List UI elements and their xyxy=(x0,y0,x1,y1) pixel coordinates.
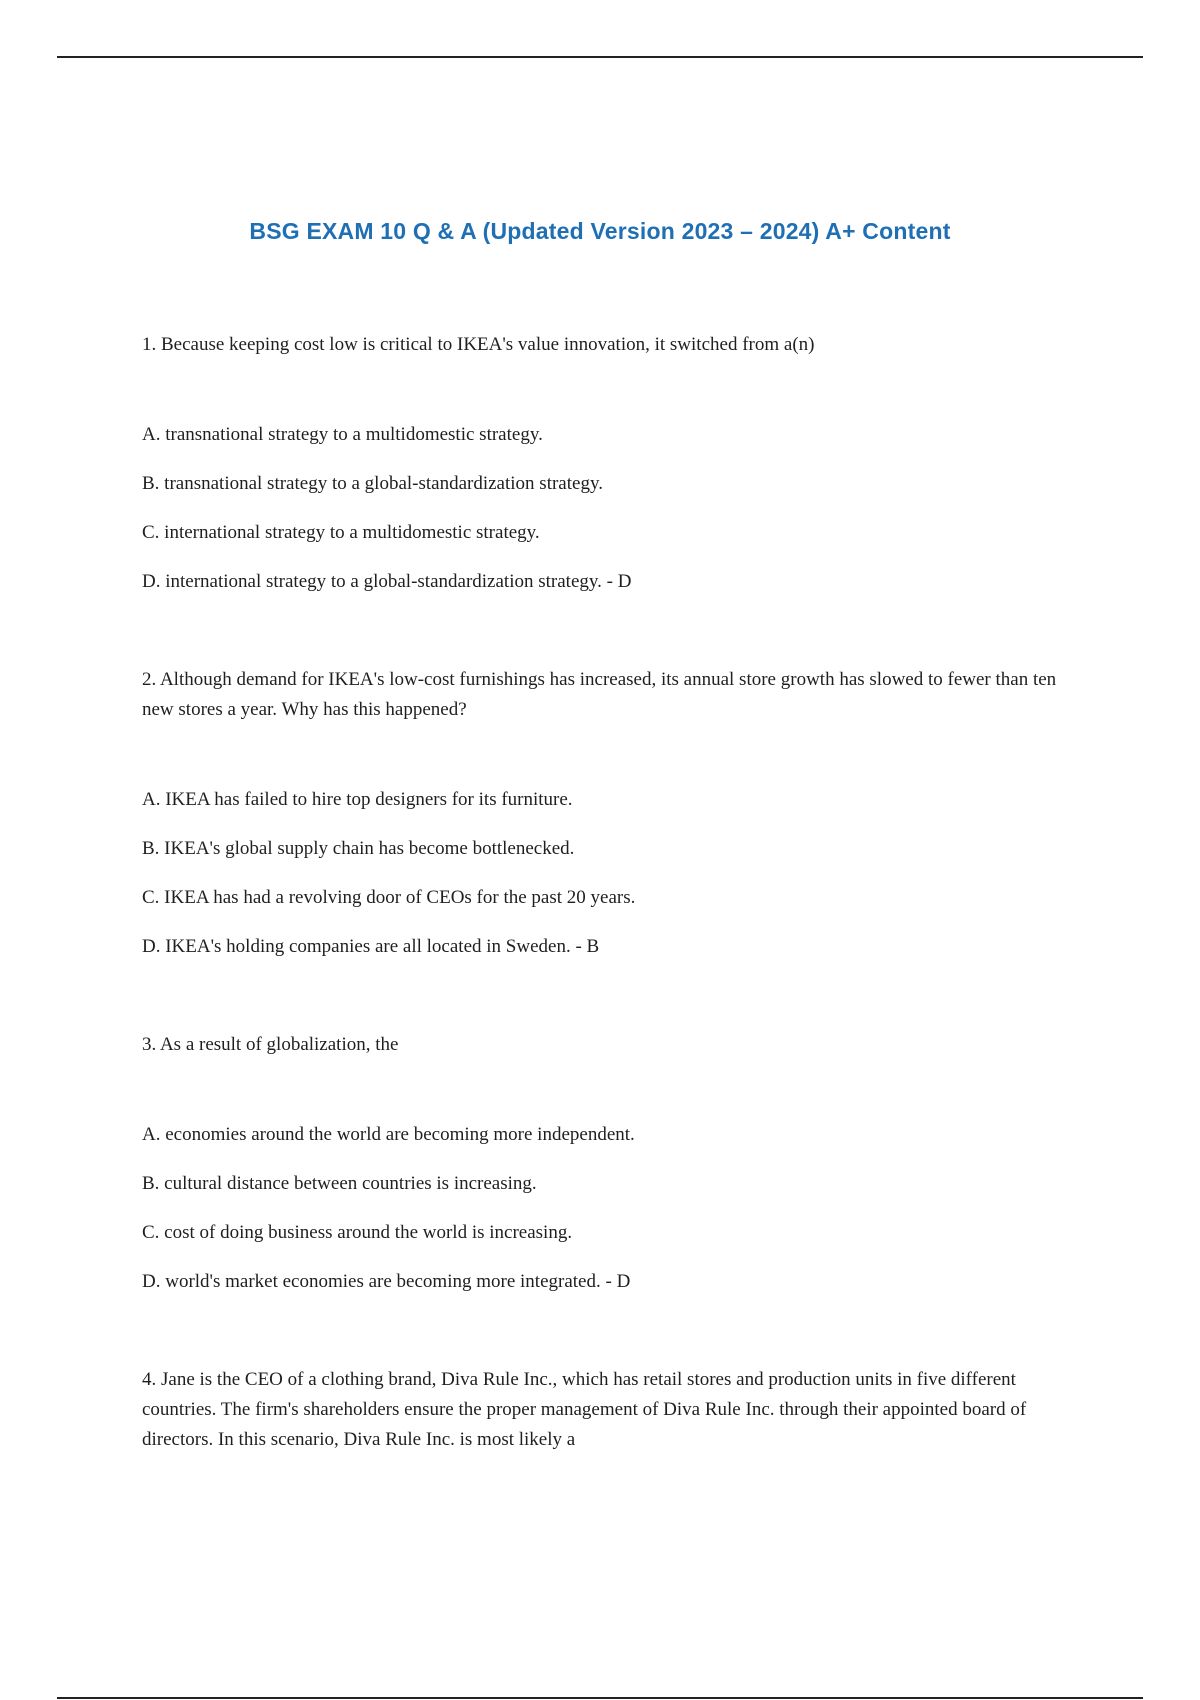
question-spacer xyxy=(142,1297,1082,1365)
question-text: 2. Although demand for IKEA's low-cost furnishings has increased, its annual store growth has slowed to fewer than ten new stores a year. Why has this happened? xyxy=(142,669,1057,720)
option-c: C. cost of doing business around the world is increasing. xyxy=(142,1222,573,1243)
question-spacer xyxy=(142,597,1082,665)
question-2 xyxy=(142,665,1082,962)
answer-options xyxy=(142,785,1082,962)
question-spacer xyxy=(142,962,1082,1030)
option-a: A. transnational strategy to a multidomestic strategy. xyxy=(142,424,543,445)
document-title: BSG EXAM 10 Q & A (Updated Version 2023 – 2024) A+ Content xyxy=(249,218,951,244)
answer-options xyxy=(142,1120,1082,1297)
option-c: C. IKEA has had a revolving door of CEOs for the past 20 years. xyxy=(142,887,636,908)
option-b: B. transnational strategy to a global-standardization strategy. xyxy=(142,473,603,494)
option-a: A. IKEA has failed to hire top designers for its furniture. xyxy=(142,789,573,810)
question-1 xyxy=(142,330,1082,597)
option-d: D. international strategy to a global-standardization strategy. - D xyxy=(142,571,632,592)
option-b: B. cultural distance between countries is increasing. xyxy=(142,1173,537,1194)
option-d: D. world's market economies are becoming more integrated. - D xyxy=(142,1271,631,1292)
question-3 xyxy=(142,1030,1082,1297)
question-text: 3. As a result of globalization, the xyxy=(142,1034,399,1055)
answer-options xyxy=(142,420,1082,597)
question-4 xyxy=(142,1365,1082,1455)
question-text: 1. Because keeping cost low is critical to IKEA's value innovation, it switched from a(n) xyxy=(142,334,815,355)
option-a: A. economies around the world are becoming more independent. xyxy=(142,1124,635,1145)
option-c: C. international strategy to a multidomestic strategy. xyxy=(142,522,540,543)
option-b: B. IKEA's global supply chain has become bottlenecked. xyxy=(142,838,575,859)
question-text: 4. Jane is the CEO of a clothing brand, Diva Rule Inc., which has retail stores and production units in five different countries. The firm's shareholders ensure the proper management of Diva Rule Inc. through their appointed board of directors. In this scenario, Diva Rule Inc. is most likely a xyxy=(142,1369,1027,1450)
document-body xyxy=(142,330,1082,1515)
header-rule xyxy=(57,56,1143,58)
option-d: D. IKEA's holding companies are all located in Sweden. - B xyxy=(142,936,600,957)
footer-rule xyxy=(57,1697,1143,1699)
